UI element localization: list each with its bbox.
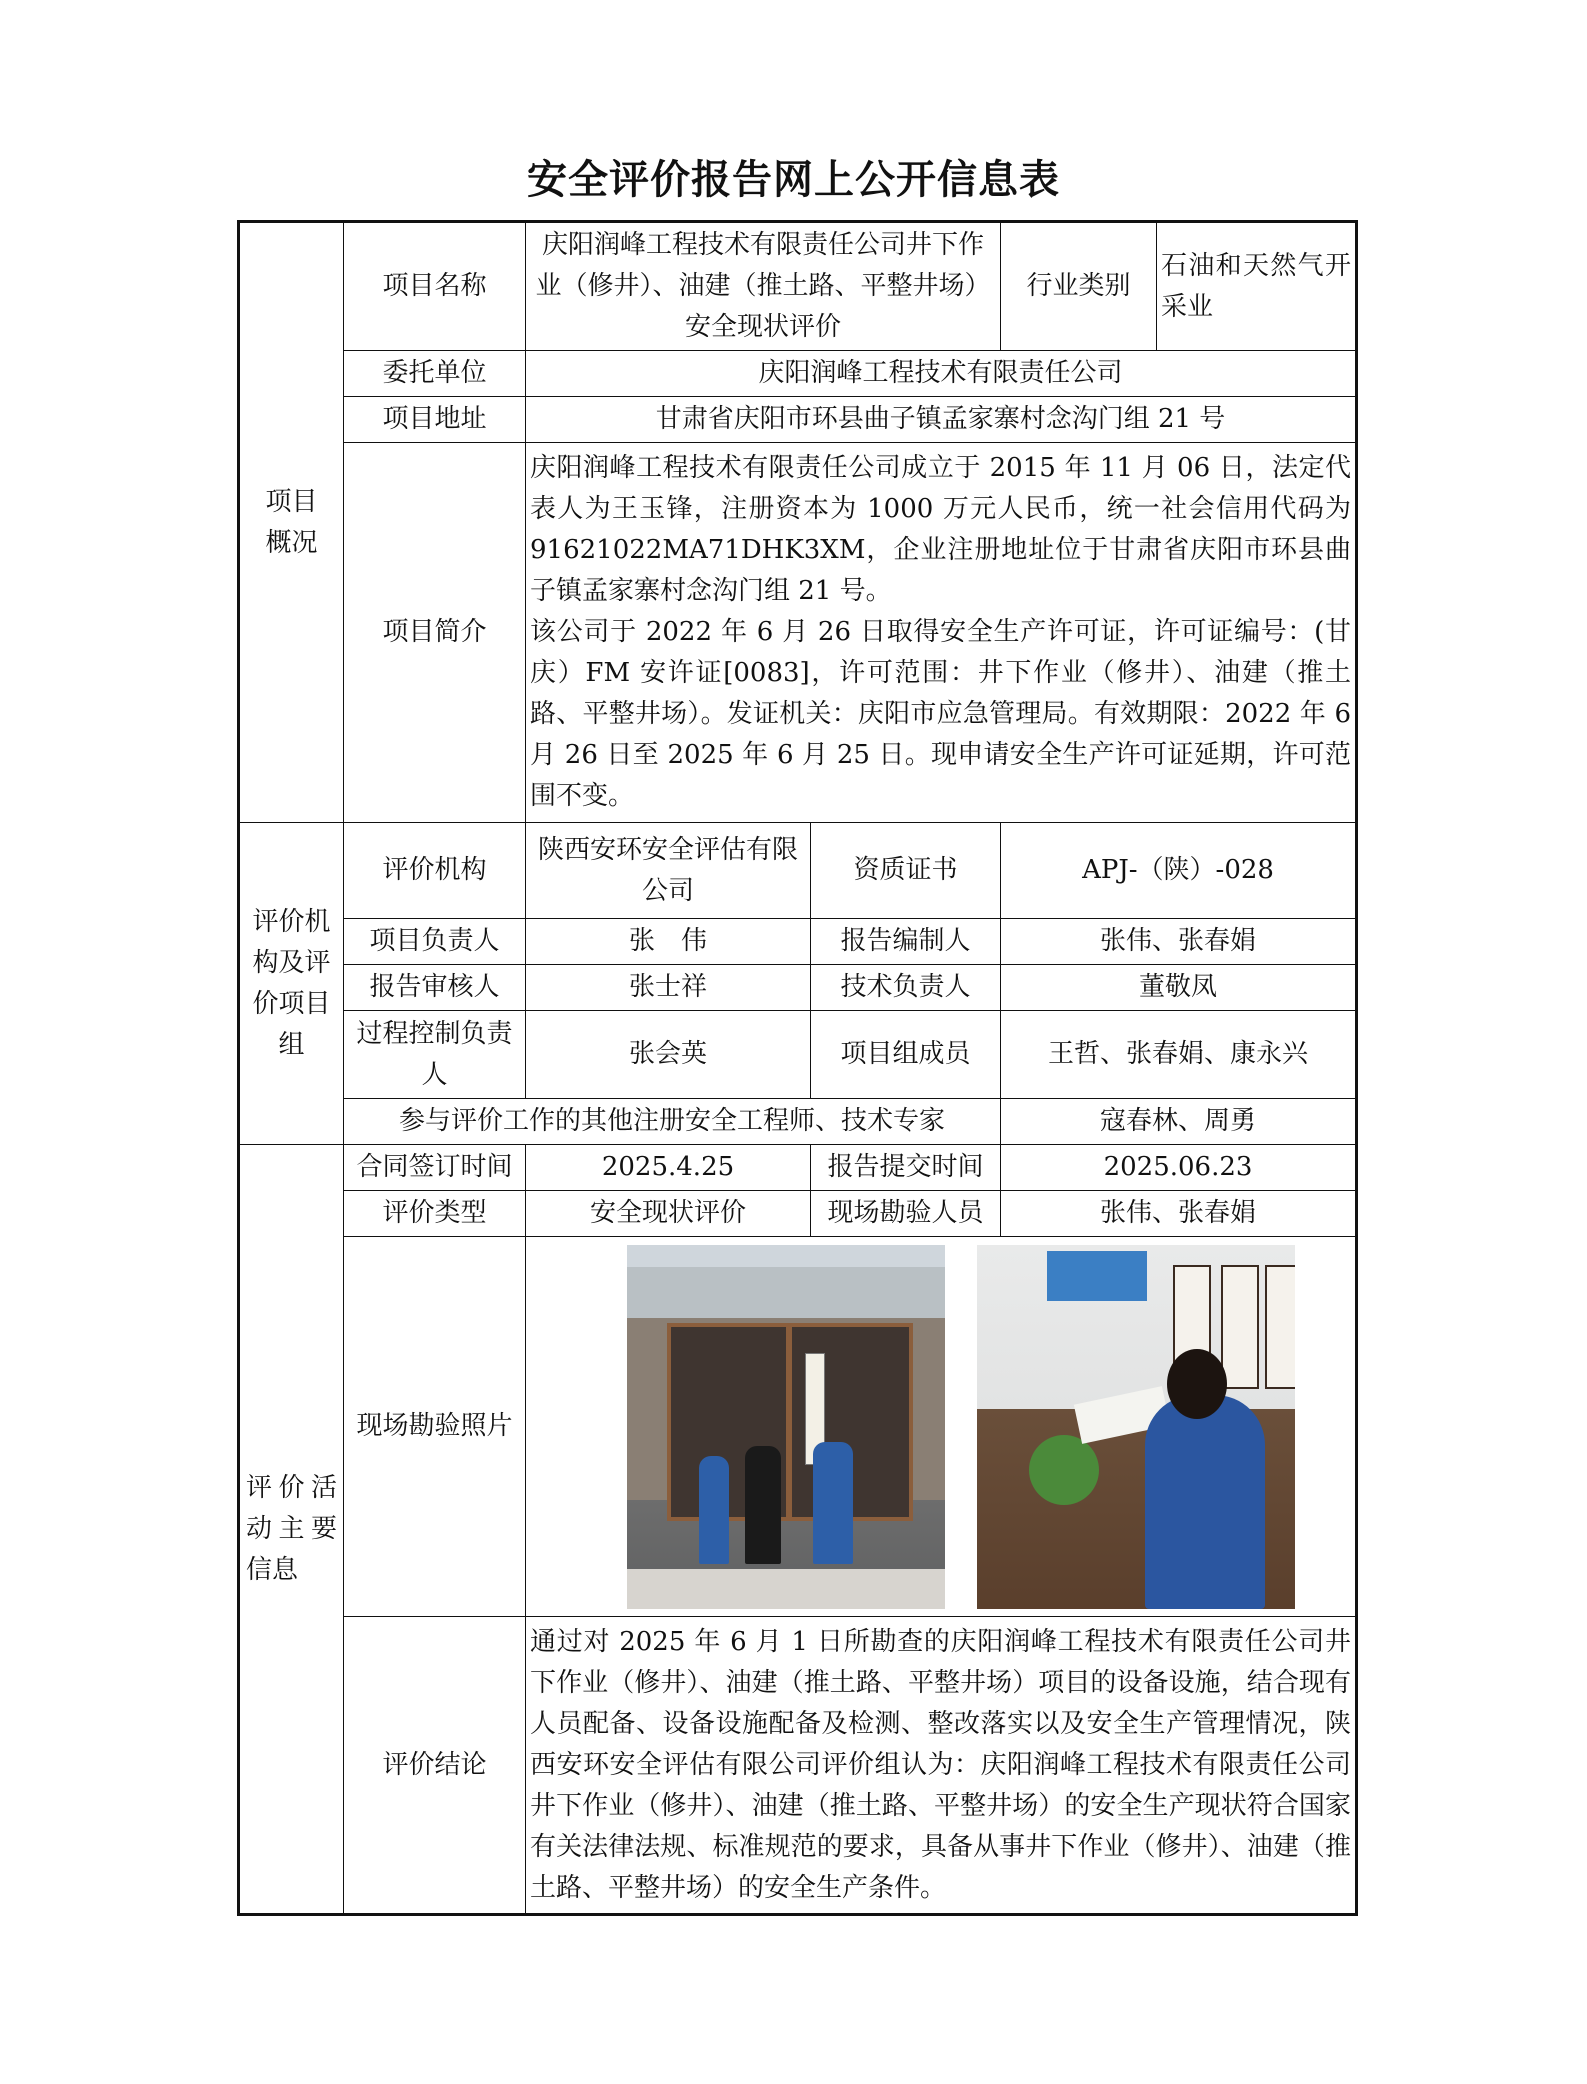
section-team: 评价机构及评价项目组 [239,823,344,1145]
wall-scroll [1221,1265,1259,1389]
site-photo-entrance [627,1245,945,1609]
info-table [237,220,1358,1916]
reviewer-label: 报告审核人 [344,965,526,1011]
wall-banner [1047,1251,1147,1301]
writer-value: 张伟、张春娟 [1001,919,1357,965]
wall-scroll [1265,1265,1295,1389]
project-name-value: 庆阳润峰工程技术有限责任公司井下作业（修井）、油建（推土路、平整井场）安全现状评价 [526,222,1001,351]
intro-value [526,443,1357,823]
project-name-label: 项目名称 [344,222,526,351]
address-value: 甘肃省庆阳市环县曲子镇孟家寨村念沟门组 21 号 [526,397,1357,443]
inspector-head [1167,1349,1227,1419]
conclusion-label: 评价结论 [344,1617,526,1915]
submit-label: 报告提交时间 [811,1145,1001,1191]
cert-label: 资质证书 [811,823,1001,919]
org-value: 陕西安环安全评估有限公司 [526,823,811,919]
process-value: 张会英 [526,1011,811,1099]
contract-value: 2025.4.25 [526,1145,811,1191]
intro-label: 项目简介 [344,443,526,823]
reviewer-value: 张士祥 [526,965,811,1011]
tech-label: 技术负责人 [811,965,1001,1011]
client-label: 委托单位 [344,351,526,397]
intro-paragraph-1: 庆阳润峰工程技术有限责任公司成立于 2015 年 11 月 06 日，法定代表人为王玉锋，注册资本为 1000 万元人民币，统一社会信用代码为 91621022MA71DHK3XM，企业注册地址位于甘肃省庆阳市环县曲子镇孟家寨村念沟门组 21 号。 [530,453,1352,606]
client-value: 庆阳润峰工程技术有限责任公司 [526,351,1357,397]
submit-value: 2025.06.23 [1001,1145,1357,1191]
page-title: 安全评价报告网上公开信息表 [527,156,1060,203]
writer-label: 报告编制人 [811,919,1001,965]
survey-value: 张伟、张春娟 [1001,1191,1357,1237]
intro-paragraph-2: 该公司于 2022 年 6 月 26 日取得安全生产许可证，许可证编号：(甘庆）FM 安许证[0083]，许可范围：井下作业（修井）、油建（推土路、平整井场）。发证机关：庆阳市应急管理局。有效期限：2022 年 6 月 26 日至 2025 年 6 月 25 日。现申请安全生产许可证延期，许可范围不变。 [530,617,1352,811]
section-overview: 项目 概况 [239,222,344,823]
others-value: 寇春林、周勇 [1001,1099,1357,1145]
leader-label: 项目负责人 [344,919,526,965]
type-value: 安全现状评价 [526,1191,811,1237]
photo-cell [526,1237,1357,1617]
contract-label: 合同签订时间 [344,1145,526,1191]
survey-label: 现场勘验人员 [811,1191,1001,1237]
members-value: 王哲、张春娟、康永兴 [1001,1011,1357,1099]
person-shape [813,1442,853,1564]
ground-shape [627,1569,945,1609]
person-shape [699,1456,729,1564]
site-photo-office [977,1245,1295,1609]
industry-value: 石油和天然气开采业 [1157,222,1357,351]
members-label: 项目组成员 [811,1011,1001,1099]
photo-label: 现场勘验照片 [344,1237,526,1617]
org-label: 评价机构 [344,823,526,919]
industry-label: 行业类别 [1001,222,1157,351]
plant-shape [1029,1435,1099,1505]
inspector-shape [1145,1395,1265,1609]
section-activity: 评价活动主要信息 [239,1145,344,1915]
cert-value: APJ-（陕）-028 [1001,823,1357,919]
person-shape [745,1446,781,1564]
address-label: 项目地址 [344,397,526,443]
leader-value: 张 伟 [526,919,811,965]
tech-value: 董敬凤 [1001,965,1357,1011]
others-label: 参与评价工作的其他注册安全工程师、技术专家 [344,1099,1001,1145]
type-label: 评价类型 [344,1191,526,1237]
conclusion-value: 通过对 2025 年 6 月 1 日所勘查的庆阳润峰工程技术有限责任公司井下作业（修井）、油建（推土路、平整井场）项目的设备设施，结合现有人员配备、设备设施配备及检测、整改落实以及安全生产管理情况，陕西安环安全评估有限公司评价组认为：庆阳润峰工程技术有限责任公司井下作业（修井）、油建（推土路、平整井场）的安全生产现状符合国家有关法律法规、标准规范的要求，具备从事井下作业（修井）、油建（推土路、平整井场）的安全生产条件。 [526,1617,1357,1915]
process-label: 过程控制负责人 [344,1011,526,1099]
